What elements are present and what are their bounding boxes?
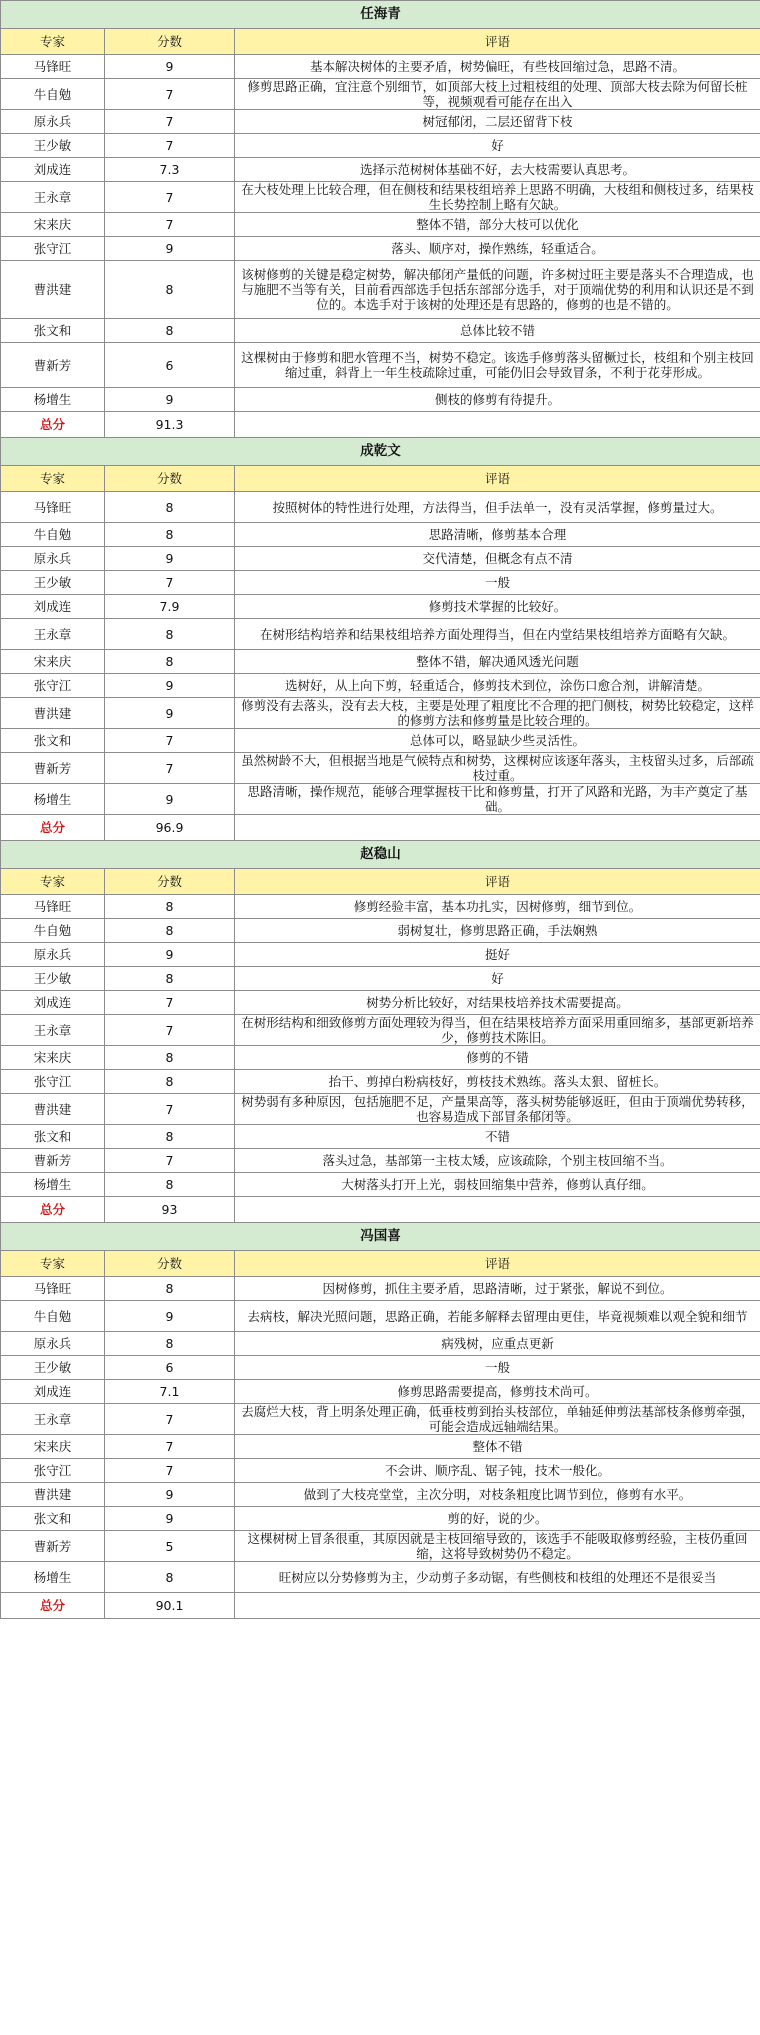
score-value: 7 [105, 110, 235, 134]
expert-name: 杨增生 [1, 784, 105, 815]
section-title-row [1, 1223, 760, 1251]
expert-name: 原永兵 [1, 943, 105, 967]
comment-text: 修剪没有去落头，没有去大枝，主要是处理了粗度比不合理的把门侧枝，树势比较稳定，这样的修剪方法和修剪量是比较合理的。 [235, 698, 760, 729]
comment-text: 抬干、剪掉白粉病枝好，剪枝技术熟练。落头太狠、留桩长。 [235, 1070, 760, 1094]
table-row [1, 547, 760, 571]
table-row [1, 784, 760, 815]
total-comment-empty [235, 1197, 760, 1223]
comment-text: 落头、顺序对，操作熟练，轻重适合。 [235, 237, 760, 261]
table-row [1, 261, 760, 319]
table-row [1, 991, 760, 1015]
score-value: 7 [105, 182, 235, 213]
score-value: 7 [105, 1459, 235, 1483]
comment-text: 这棵树由于修剪和肥水管理不当，树势不稳定。该选手修剪落头留橛过长，枝组和个别主枝回缩过重，斜背上一年生枝疏除过重，可能仍旧会导致冒条，不利于花芽形成。 [235, 343, 760, 388]
expert-name: 马锋旺 [1, 895, 105, 919]
expert-name: 张文和 [1, 729, 105, 753]
score-value: 9 [105, 55, 235, 79]
expert-name: 宋来庆 [1, 213, 105, 237]
expert-name: 曹新芳 [1, 753, 105, 784]
table-row [1, 729, 760, 753]
expert-name: 宋来庆 [1, 650, 105, 674]
table-row [1, 595, 760, 619]
score-value: 7.1 [105, 1380, 235, 1404]
comment-text: 不错 [235, 1125, 760, 1149]
comment-text: 做到了大枝亮堂堂，主次分明，对枝条粗度比调节到位，修剪有水平。 [235, 1483, 760, 1507]
score-value: 9 [105, 784, 235, 815]
section-title-row [1, 841, 760, 869]
table-row [1, 571, 760, 595]
table-row [1, 1380, 760, 1404]
column-header-row [1, 466, 760, 492]
table-row [1, 895, 760, 919]
total-comment-empty [235, 412, 760, 438]
score-value: 9 [105, 1507, 235, 1531]
table-row [1, 1173, 760, 1197]
expert-name: 刘成连 [1, 991, 105, 1015]
column-header-row [1, 1251, 760, 1277]
score-value: 8 [105, 492, 235, 523]
expert-name: 张守江 [1, 237, 105, 261]
total-comment-empty [235, 1593, 760, 1619]
expert-name: 王永章 [1, 619, 105, 650]
contestant-name: 冯国喜 [1, 1223, 760, 1251]
comment-text: 树冠郁闭，二层还留背下枝 [235, 110, 760, 134]
score-value: 9 [105, 943, 235, 967]
comment-text: 好 [235, 967, 760, 991]
score-value: 7 [105, 79, 235, 110]
score-value: 8 [105, 1070, 235, 1094]
comment-text: 大树落头打开上光，弱枝回缩集中营养，修剪认真仔细。 [235, 1173, 760, 1197]
total-comment-empty [235, 815, 760, 841]
expert-name: 刘成连 [1, 595, 105, 619]
comment-text: 整体不错 [235, 1435, 760, 1459]
expert-name: 杨增生 [1, 388, 105, 412]
total-row [1, 412, 760, 438]
table-row [1, 237, 760, 261]
comment-text: 弱树复壮，修剪思路正确，手法娴熟 [235, 919, 760, 943]
expert-name: 牛自勉 [1, 523, 105, 547]
contestant-name: 任海青 [1, 1, 760, 29]
column-header-row [1, 29, 760, 55]
column-header-score: 分数 [105, 466, 235, 492]
comment-text: 总体可以，略显缺少些灵活性。 [235, 729, 760, 753]
table-row [1, 1531, 760, 1562]
contestant-name: 赵稳山 [1, 841, 760, 869]
expert-name: 王少敏 [1, 134, 105, 158]
expert-name: 张守江 [1, 1070, 105, 1094]
total-label: 总分 [1, 815, 105, 841]
score-value: 5 [105, 1531, 235, 1562]
total-score: 93 [105, 1197, 235, 1223]
score-value: 7 [105, 213, 235, 237]
comment-text: 在大枝处理上比较合理，但在侧枝和结果枝组培养上思路不明确，大枝组和侧枝过多，结果枝生长势控制上略有欠缺。 [235, 182, 760, 213]
table-row [1, 388, 760, 412]
comment-text: 树势弱有多种原因，包括施肥不足，产量果高等，落头树势能够返旺，但由于顶端优势转移，也容易造成下部冒条郁闭等。 [235, 1094, 760, 1125]
expert-name: 牛自勉 [1, 1301, 105, 1332]
expert-name: 杨增生 [1, 1562, 105, 1593]
score-value: 8 [105, 1277, 235, 1301]
comment-text: 在树形结构培养和结果枝组培养方面处理得当，但在内堂结果枝组培养方面略有欠缺。 [235, 619, 760, 650]
score-value: 9 [105, 674, 235, 698]
expert-name: 张文和 [1, 1125, 105, 1149]
table-row [1, 1094, 760, 1125]
section-title-row [1, 438, 760, 466]
column-header-expert: 专家 [1, 1251, 105, 1277]
comment-text: 选树好，从上向下剪，轻重适合，修剪技术到位，涂伤口愈合剂，讲解清楚。 [235, 674, 760, 698]
table-row [1, 134, 760, 158]
table-row [1, 110, 760, 134]
table-row [1, 650, 760, 674]
score-value: 8 [105, 1046, 235, 1070]
score-value: 8 [105, 619, 235, 650]
score-value: 9 [105, 1301, 235, 1332]
comment-text: 虽然树龄不大，但根据当地是气候特点和树势，这棵树应该逐年落头，主枝留头过多，后部疏枝过重。 [235, 753, 760, 784]
column-header-comment: 评语 [235, 869, 760, 895]
expert-name: 杨增生 [1, 1173, 105, 1197]
expert-name: 王少敏 [1, 967, 105, 991]
expert-name: 张文和 [1, 1507, 105, 1531]
comment-text: 去病枝，解决光照问题，思路正确，若能多解释去留理由更佳，毕竟视频难以观全貌和细节 [235, 1301, 760, 1332]
score-value: 7 [105, 753, 235, 784]
score-value: 8 [105, 1332, 235, 1356]
table-row [1, 1356, 760, 1380]
table-row [1, 1332, 760, 1356]
comment-text: 去腐烂大枝，背上明条处理正确，低垂枝剪到抬头枝部位，单轴延伸剪法基部枝条修剪牵强，可能会造成远轴端结果。 [235, 1404, 760, 1435]
table-row [1, 698, 760, 729]
expert-name: 张守江 [1, 1459, 105, 1483]
column-header-comment: 评语 [235, 466, 760, 492]
comment-text: 基本解决树体的主要矛盾，树势偏旺，有些枝回缩过急，思路不清。 [235, 55, 760, 79]
score-value: 6 [105, 343, 235, 388]
expert-name: 马锋旺 [1, 1277, 105, 1301]
table-row [1, 319, 760, 343]
comment-text: 旺树应以分势修剪为主，少动剪子多动锯，有些侧枝和枝组的处理还不是很妥当 [235, 1562, 760, 1593]
comment-text: 一般 [235, 1356, 760, 1380]
column-header-expert: 专家 [1, 869, 105, 895]
score-value: 7 [105, 729, 235, 753]
expert-name: 牛自勉 [1, 79, 105, 110]
score-value: 7 [105, 134, 235, 158]
table-row [1, 523, 760, 547]
score-value: 8 [105, 1173, 235, 1197]
score-value: 9 [105, 1483, 235, 1507]
comment-text: 因树修剪，抓住主要矛盾，思路清晰，过于紧张，解说不到位。 [235, 1277, 760, 1301]
expert-name: 王少敏 [1, 571, 105, 595]
comment-text: 选择示范树树体基础不好，去大枝需要认真思考。 [235, 158, 760, 182]
column-header-score: 分数 [105, 1251, 235, 1277]
score-value: 7 [105, 571, 235, 595]
score-value: 7.3 [105, 158, 235, 182]
table-row [1, 492, 760, 523]
comment-text: 总体比较不错 [235, 319, 760, 343]
comment-text: 在树形结构和细致修剪方面处理较为得当，但在结果枝培养方面采用重回缩多，基部更新培养少，修剪技术陈旧。 [235, 1015, 760, 1046]
table-row [1, 1125, 760, 1149]
expert-name: 王少敏 [1, 1356, 105, 1380]
table-row [1, 1301, 760, 1332]
table-row [1, 967, 760, 991]
table-row [1, 1435, 760, 1459]
table-row [1, 619, 760, 650]
table-row [1, 1507, 760, 1531]
score-value: 6 [105, 1356, 235, 1380]
score-value: 7 [105, 1435, 235, 1459]
table-row [1, 919, 760, 943]
total-row [1, 1593, 760, 1619]
table-row [1, 1015, 760, 1046]
score-value: 8 [105, 650, 235, 674]
contestant-name: 成乾文 [1, 438, 760, 466]
comment-text: 修剪思路需要提高，修剪技术尚可。 [235, 1380, 760, 1404]
comment-text: 按照树体的特性进行处理，方法得当，但手法单一，没有灵活掌握，修剪量过大。 [235, 492, 760, 523]
comment-text: 思路清晰，操作规范，能够合理掌握枝干比和修剪量，打开了风路和光路，为丰产奠定了基础。 [235, 784, 760, 815]
comment-text: 修剪经验丰富，基本功扎实，因树修剪，细节到位。 [235, 895, 760, 919]
score-value: 8 [105, 967, 235, 991]
score-value: 8 [105, 319, 235, 343]
column-header-score: 分数 [105, 869, 235, 895]
score-value: 8 [105, 919, 235, 943]
expert-name: 曹新芳 [1, 1531, 105, 1562]
comment-text: 树势分析比较好，对结果枝培养技术需要提高。 [235, 991, 760, 1015]
table-row [1, 1046, 760, 1070]
comment-text: 交代清楚，但概念有点不清 [235, 547, 760, 571]
total-label: 总分 [1, 1197, 105, 1223]
score-value: 9 [105, 698, 235, 729]
column-header-comment: 评语 [235, 1251, 760, 1277]
table-row [1, 1459, 760, 1483]
comment-text: 整体不错，部分大枝可以优化 [235, 213, 760, 237]
score-value: 8 [105, 1125, 235, 1149]
score-value: 7 [105, 1149, 235, 1173]
comment-text: 修剪思路正确，宜注意个别细节，如顶部大枝上过粗枝组的处理、顶部大枝去除为何留长桩等，视频观看可能存在出入 [235, 79, 760, 110]
score-value: 9 [105, 547, 235, 571]
comment-text: 侧枝的修剪有待提升。 [235, 388, 760, 412]
expert-name: 刘成连 [1, 158, 105, 182]
comment-text: 病残树，应重点更新 [235, 1332, 760, 1356]
table-row [1, 1404, 760, 1435]
score-value: 8 [105, 523, 235, 547]
expert-name: 王永章 [1, 1404, 105, 1435]
column-header-expert: 专家 [1, 29, 105, 55]
total-row [1, 815, 760, 841]
comment-text: 整体不错，解决通风透光问题 [235, 650, 760, 674]
expert-name: 牛自勉 [1, 919, 105, 943]
score-value: 7.9 [105, 595, 235, 619]
comment-text: 好 [235, 134, 760, 158]
comment-text: 该树修剪的关键是稳定树势，解决郁闭产量低的问题，许多树过旺主要是落头不合理造成，也与施肥不当等有关，目前看西部选手包括东部部分选手，对于顶端优势的利用和认识还是不到位的。本选手对于该树的处理还是有思路的，修剪的也是不错的。 [235, 261, 760, 319]
expert-name: 宋来庆 [1, 1046, 105, 1070]
expert-name: 张文和 [1, 319, 105, 343]
expert-name: 原永兵 [1, 110, 105, 134]
table-row [1, 943, 760, 967]
table-row [1, 1277, 760, 1301]
expert-name: 宋来庆 [1, 1435, 105, 1459]
score-value: 9 [105, 388, 235, 412]
table-row [1, 753, 760, 784]
comment-text: 不会讲、顺序乱、锯子钝，技术一般化。 [235, 1459, 760, 1483]
score-value: 7 [105, 991, 235, 1015]
score-value: 7 [105, 1404, 235, 1435]
expert-name: 原永兵 [1, 547, 105, 571]
table-row [1, 182, 760, 213]
expert-name: 曹洪建 [1, 698, 105, 729]
comment-text: 修剪的不错 [235, 1046, 760, 1070]
total-score: 96.9 [105, 815, 235, 841]
comment-text: 挺好 [235, 943, 760, 967]
table-row [1, 79, 760, 110]
expert-name: 曹洪建 [1, 261, 105, 319]
expert-name: 原永兵 [1, 1332, 105, 1356]
column-header-comment: 评语 [235, 29, 760, 55]
score-value: 8 [105, 1562, 235, 1593]
expert-name: 曹洪建 [1, 1094, 105, 1125]
total-score: 91.3 [105, 412, 235, 438]
score-value: 7 [105, 1094, 235, 1125]
table-row [1, 1483, 760, 1507]
comment-text: 落头过急，基部第一主枝太矮，应该疏除，个别主枝回缩不当。 [235, 1149, 760, 1173]
comment-text: 这棵树树上冒条很重，其原因就是主枝回缩导致的，该选手不能吸取修剪经验，主枝仍重回缩，这将导致树势仍不稳定。 [235, 1531, 760, 1562]
total-label: 总分 [1, 412, 105, 438]
comment-text: 修剪技术掌握的比较好。 [235, 595, 760, 619]
score-value: 9 [105, 237, 235, 261]
expert-name: 马锋旺 [1, 492, 105, 523]
score-value: 7 [105, 1015, 235, 1046]
table-row [1, 158, 760, 182]
expert-name: 王永章 [1, 1015, 105, 1046]
table-row [1, 1070, 760, 1094]
column-header-expert: 专家 [1, 466, 105, 492]
table-row [1, 343, 760, 388]
table-row [1, 213, 760, 237]
table-row [1, 674, 760, 698]
score-value: 8 [105, 895, 235, 919]
column-header-row [1, 869, 760, 895]
total-row [1, 1197, 760, 1223]
expert-name: 曹新芳 [1, 343, 105, 388]
expert-name: 马锋旺 [1, 55, 105, 79]
expert-name: 曹洪建 [1, 1483, 105, 1507]
table-row [1, 55, 760, 79]
expert-name: 张守江 [1, 674, 105, 698]
total-score: 90.1 [105, 1593, 235, 1619]
expert-name: 曹新芳 [1, 1149, 105, 1173]
total-label: 总分 [1, 1593, 105, 1619]
expert-name: 王永章 [1, 182, 105, 213]
column-header-score: 分数 [105, 29, 235, 55]
comment-text: 思路清晰，修剪基本合理 [235, 523, 760, 547]
comment-text: 剪的好，说的少。 [235, 1507, 760, 1531]
comment-text: 一般 [235, 571, 760, 595]
score-value: 8 [105, 261, 235, 319]
table-row [1, 1562, 760, 1593]
table-row [1, 1149, 760, 1173]
expert-name: 刘成连 [1, 1380, 105, 1404]
section-title-row [1, 1, 760, 29]
